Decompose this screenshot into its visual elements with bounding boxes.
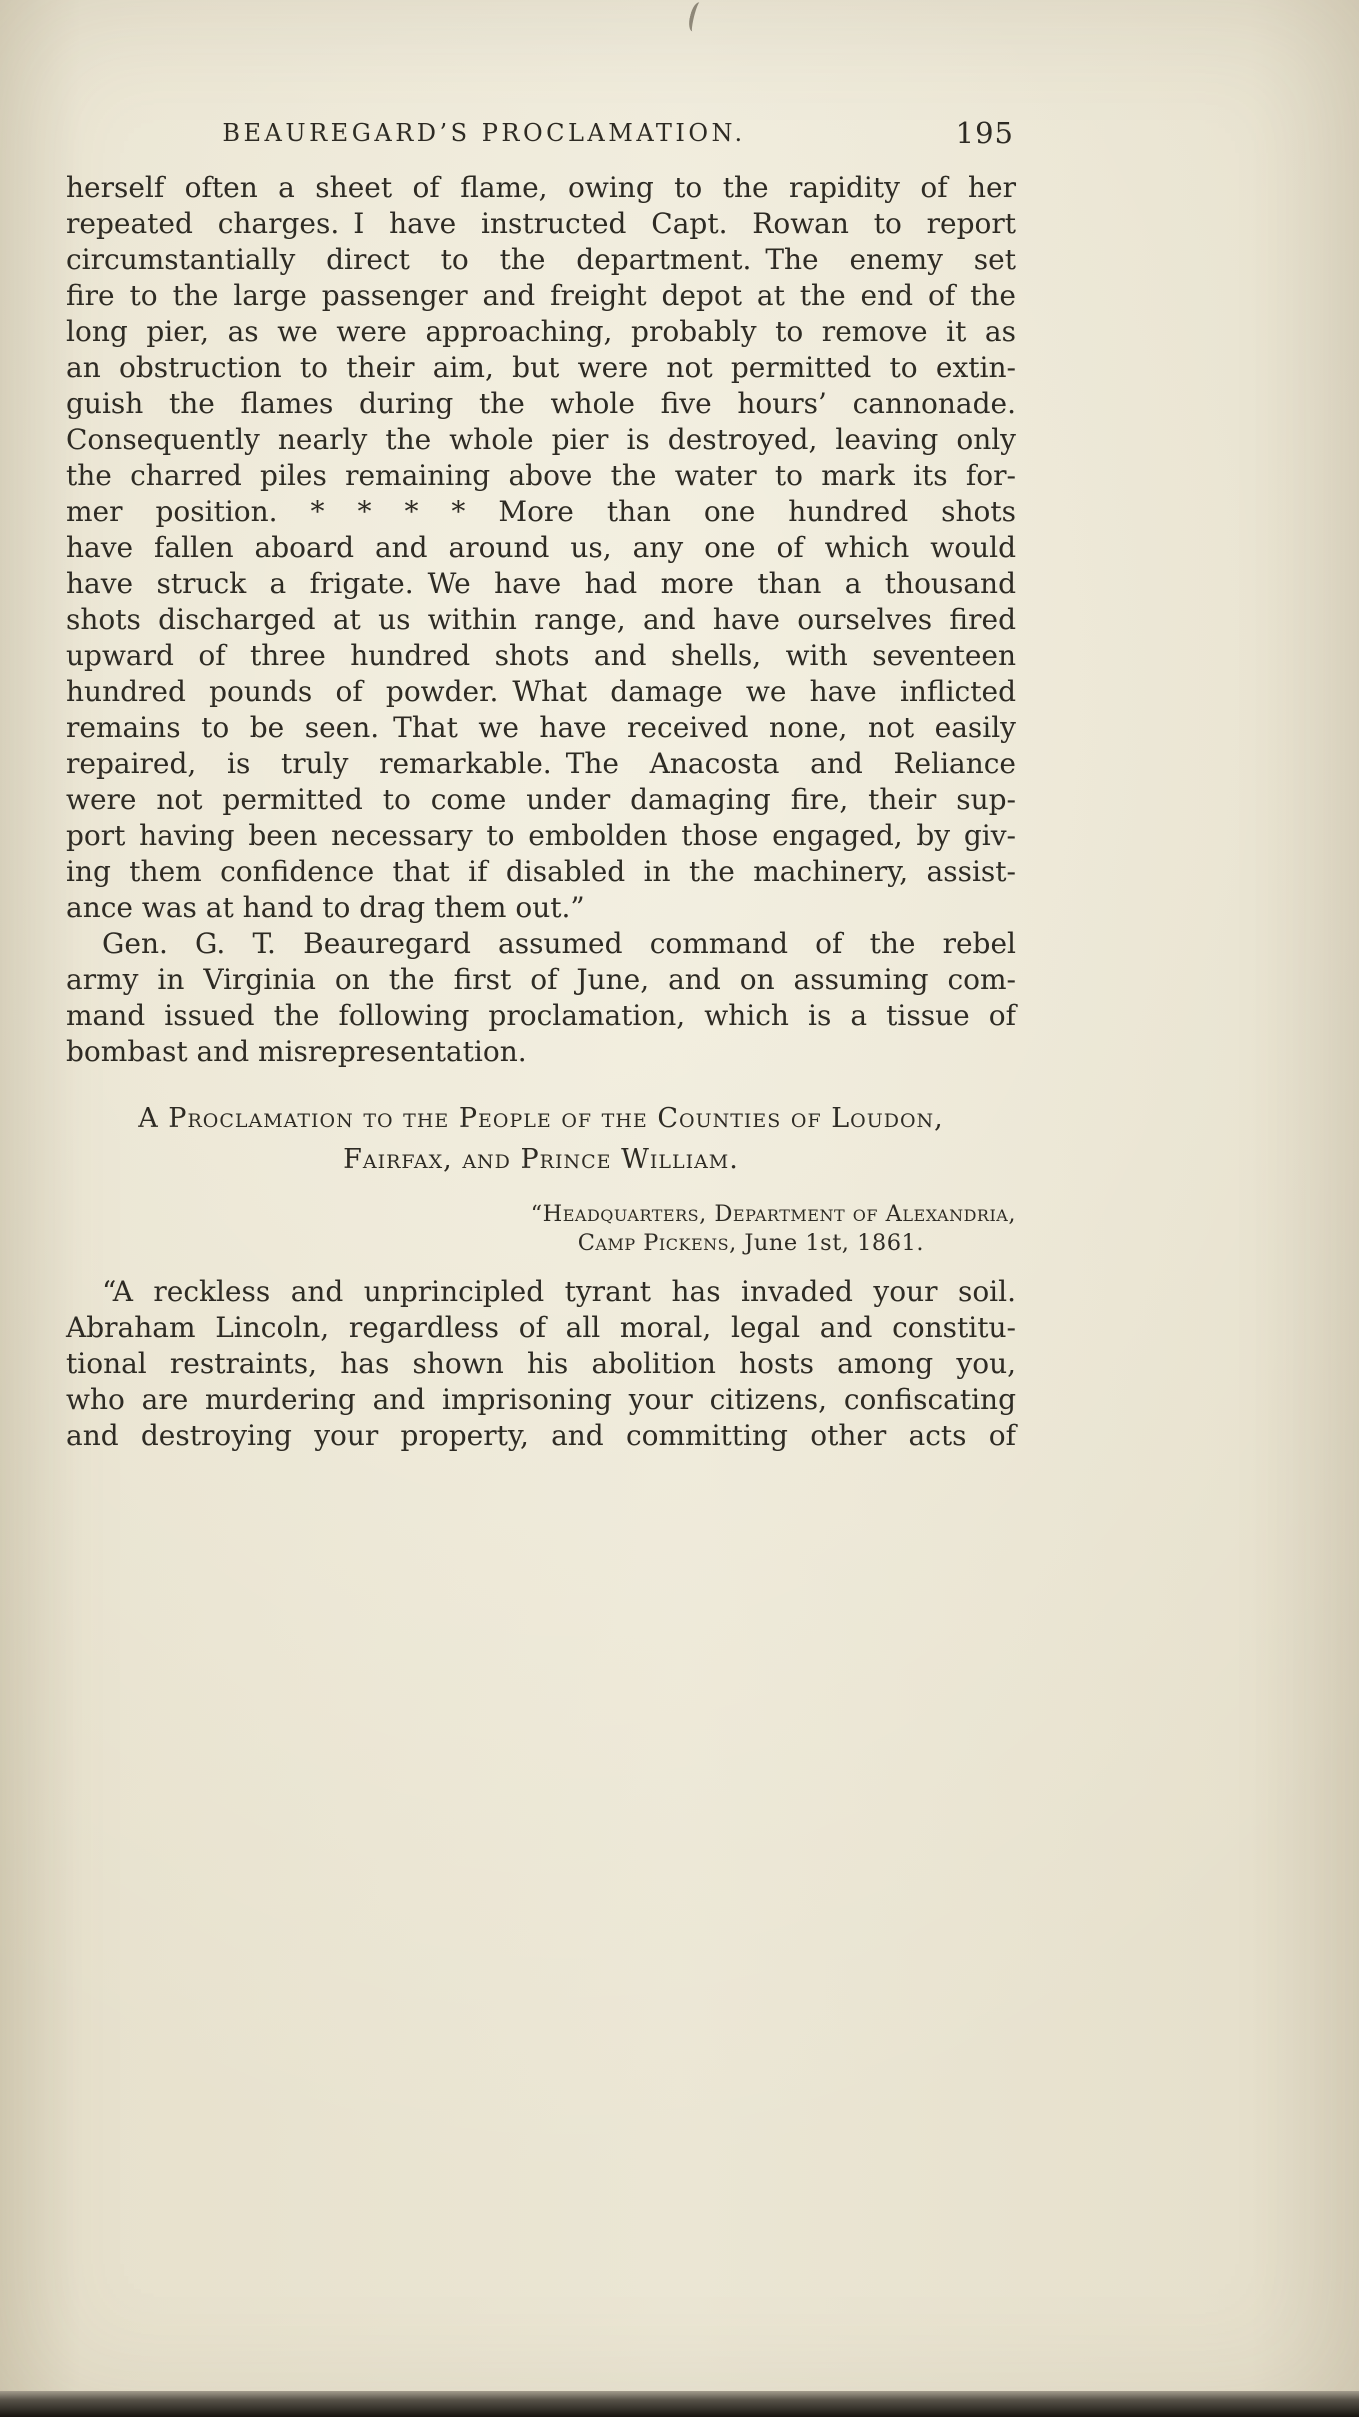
scan-bottom-edge	[0, 2391, 1359, 2417]
text-line: have fallen aboard and around us, any one of which would	[66, 531, 1016, 564]
dateline-camp: Camp Pickens,	[577, 1230, 737, 1256]
running-header	[66, 116, 1016, 152]
text-line: were not permitted to come under damaging fire, their sup-	[66, 783, 1016, 816]
text-line: Abraham Lincoln, regardless of all moral, legal and constitu-	[66, 1311, 1016, 1344]
text-line: fire to the large passenger and freight depot at the end of the	[66, 279, 1016, 312]
text-line: Consequently nearly the whole pier is destroyed, leaving only	[66, 423, 1016, 456]
text-line: “A reckless and unprincipled tyrant has invaded your soil.	[102, 1275, 1016, 1308]
text-line: upward of three hundred shots and shells, with seventeen	[66, 639, 1016, 672]
page-content	[66, 116, 1016, 1454]
text-line: the charred piles remaining above the water to mark its for-	[66, 459, 1016, 492]
text-line: hundred pounds of powder. What damage we have inflicted	[66, 675, 1016, 708]
dateline-camp-date	[66, 1229, 1016, 1258]
text-line: shots discharged at us within range, and have ourselves fired	[66, 603, 1016, 636]
text-line-asterisks: mer position. * * * * More than one hundred shots	[66, 495, 1016, 528]
text-line: long pier, as we were approaching, probably to remove it as	[66, 315, 1016, 348]
text-line: remains to be seen. That we have received none, not easily	[66, 711, 1016, 744]
text-line: repeated charges. I have instructed Capt. Rowan to report	[66, 207, 1016, 240]
text-line: herself often a sheet of flame, owing to the rapidity of her	[66, 171, 1016, 204]
proclamation-heading-line: Fairfax, and Prince William.	[343, 1144, 739, 1175]
text-line: guish the flames during the whole five hours’ cannonade.	[66, 387, 1016, 420]
text-line: tional restraints, has shown his abolition hosts among you,	[66, 1347, 1016, 1380]
text-line: mand issued the following proclamation, which is a tissue of	[66, 999, 1016, 1032]
dateline	[66, 1200, 1016, 1258]
dateline-headquarters: “Headquarters, Department of Alexandria,	[530, 1201, 1016, 1227]
text-line: port having been necessary to embolden those engaged, by giv-	[66, 819, 1016, 852]
proclamation-heading-line: A Proclamation to the People of the Counties of Loudon,	[138, 1103, 944, 1134]
page-number: 195	[955, 116, 1014, 150]
dateline-date: June 1st, 1861.	[736, 1230, 924, 1256]
ink-smudge	[687, 1, 706, 33]
text-line: Gen. G. T. Beauregard assumed command of the rebel	[102, 927, 1016, 960]
text-line: repaired, is truly remarkable. The Anacosta and Reliance	[66, 747, 1016, 780]
paragraph-1	[66, 170, 1016, 926]
text-line: ing them confidence that if disabled in the machinery, assist-	[66, 855, 1016, 888]
text-line: who are murdering and imprisoning your citizens, confiscating	[66, 1383, 1016, 1416]
text-line: an obstruction to their aim, but were not permitted to extin-	[66, 351, 1016, 384]
text-line: and destroying your property, and committing other acts of	[66, 1419, 1016, 1452]
text-line: circumstantially direct to the department. The enemy set	[66, 243, 1016, 276]
text-line: bombast and misrepresentation.	[66, 1035, 527, 1068]
paragraph-2	[66, 926, 1016, 1070]
text-line: ance was at hand to drag them out.”	[66, 891, 585, 924]
paragraph-3	[66, 1274, 1016, 1454]
text-line: army in Virginia on the first of June, and on assuming com-	[66, 963, 1016, 996]
proclamation-heading	[66, 1098, 1016, 1180]
running-title: BEAUREGARD’S PROCLAMATION.	[222, 119, 746, 147]
text-line: have struck a frigate. We have had more than a thousand	[66, 567, 1016, 600]
